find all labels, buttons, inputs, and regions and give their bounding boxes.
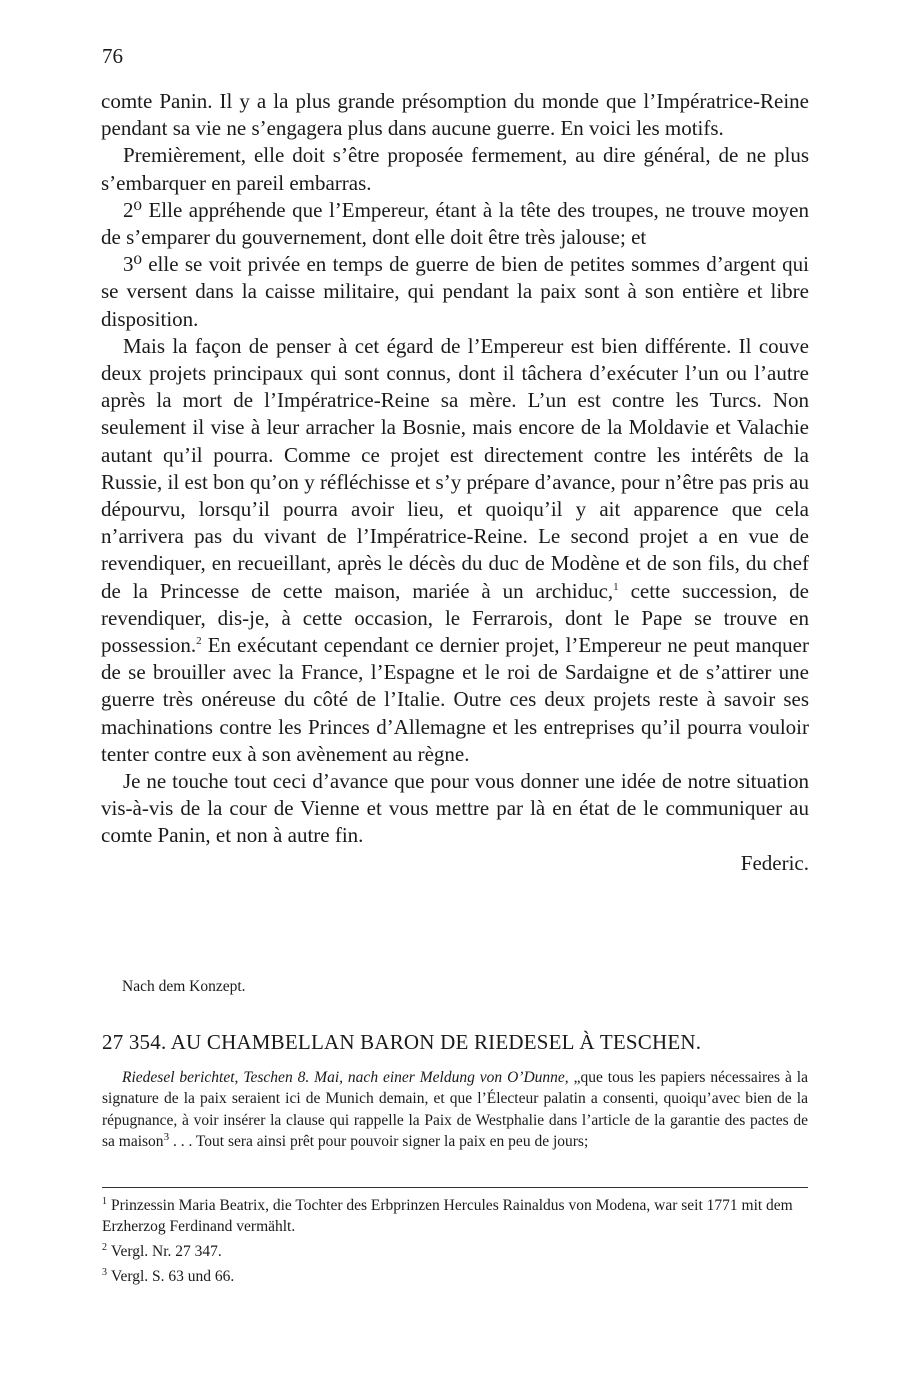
- footnote-mark: 2: [102, 1242, 107, 1254]
- footnote-text: Vergl. Nr. 27 347.: [111, 1243, 222, 1261]
- page-number: 76: [102, 44, 123, 68]
- paragraph-5-part-a: Mais la façon de penser à cet égard de l’Empereur est bien différente. Il couve deux projets principaux qui sont connus, dont il tâchera d’exécuter l’un ou l’autre après la mort de l’Impératrice-Reine sa mère. L’un est contre les Turcs. Non seulement il vise à leur arracher la Bosnie, mais encore de la Moldavie et Valachie autant qu’il pourra. Comme ce projet est directement contre les intérêts de la Russie, il est bon qu’on y réfléchisse et s’y prépare d’avance, pour n’être pas pris au dépourvu, lorsqu’il pourra avoir lieu, et quoiqu’il y ait apparence que cela n’arrivera pas du vivant de l’Impératrice-Reine. Le second projet a en vue de revendiquer, en recueillant, après le décès du duc de Modène et de son fils, du chef de la Princesse de cette maison, mariée à un archiduc,: [101, 333, 809, 603]
- letter-heading: 27 354. AU CHAMBELLAN BARON DE RIEDESEL À TESCHEN.: [102, 1030, 702, 1054]
- footnote-1: [102, 1191, 808, 1237]
- footnote-text: Prinzessin Maria Beatrix, die Tochter des Erbprinzen Hercules Rainaldus von Modena, war seit 1771 mit dem Erzherzog Ferdinand vermählt.: [102, 1197, 793, 1236]
- footnote-divider: [102, 1187, 808, 1188]
- paragraph-5-part-b: cette succession, de revendiquer, dis-je, à cette occasion, le Ferrarois, dont le Pape se trouve en possession.: [101, 578, 809, 658]
- summary-quote-a: „que tous les papiers nécessaires à la signature de la paix seraient ici de Munich demain, et que l’Électeur palatin a consenti, quoiqu’avec bien de la répugnance, à voir insérer la clause qui rappelle la Paix de Westphalie dans l’article de la garantie des pactes de sa maison: [102, 1069, 808, 1150]
- summary-quote-b: . . . Tout sera ainsi prêt pour pouvoir signer la paix en peu de jours;: [169, 1132, 589, 1150]
- footnote-ref-2: 2: [196, 635, 202, 648]
- paragraph-2: Premièrement, elle doit s’être proposée fermement, au dire général, de ne plus s’embarquer en pareil embarras.: [101, 143, 809, 195]
- footnote-ref-3: 3: [163, 1130, 170, 1143]
- footnotes: [102, 1191, 808, 1287]
- summary-intro: Riedesel berichtet, Teschen 8. Mai, nach einer Meldung von O’Dunne,: [122, 1069, 569, 1086]
- footnote-2: [102, 1237, 808, 1262]
- footnote-ref-1: 1: [613, 580, 619, 593]
- paragraph-5: [101, 333, 809, 768]
- letter-body: [101, 88, 809, 877]
- footnote-mark: 1: [102, 1196, 107, 1207]
- paragraph-5-part-c: En exécutant cependant ce dernier projet, l’Empereur ne peut manquer de se brouiller avec la France, l’Espagne et le roi de Sardaigne et de s’attirer une guerre très onéreuse du côté de l’Italie. Outre ces deux projets reste à savoir ses machinations contre les Princes d’Allemagne et les entreprises qu’il pourra vouloir tenter contre eux à son avènement au règne.: [101, 633, 809, 766]
- paragraph-4: 3⁰ elle se voit privée en temps de guerre de bien de petites sommes d’argent qui se versent dans la caisse militaire, qui pendant la paix sont à son entière et libre disposition.: [101, 252, 809, 331]
- footnote-text: Vergl. S. 63 und 66.: [111, 1268, 235, 1286]
- paragraph-1: comte Panin. Il y a la plus grande présomption du monde que l’Impératrice-Reine pendant sa vie ne s’engagera plus dans aucune guerre. En voici les motifs.: [101, 89, 809, 141]
- source-note: Nach dem Konzept.: [122, 978, 246, 995]
- signature: Federic.: [740, 850, 809, 875]
- footnote-3: [102, 1262, 808, 1287]
- paragraph-3: 2⁰ Elle appréhende que l’Empereur, étant à la tête des troupes, ne trouve moyen de s’emparer du gouvernement, dont elle doit être très jalouse; et: [101, 197, 809, 250]
- paragraph-6: Je ne touche tout ceci d’avance que pour vous donner une idée de notre situation vis-à-vis de la cour de Vienne et vous mettre par là en état de le communiquer au comte Panin, et non à autre fin.: [101, 769, 809, 848]
- summary-note: [102, 1067, 808, 1152]
- footnote-mark: 3: [102, 1267, 107, 1279]
